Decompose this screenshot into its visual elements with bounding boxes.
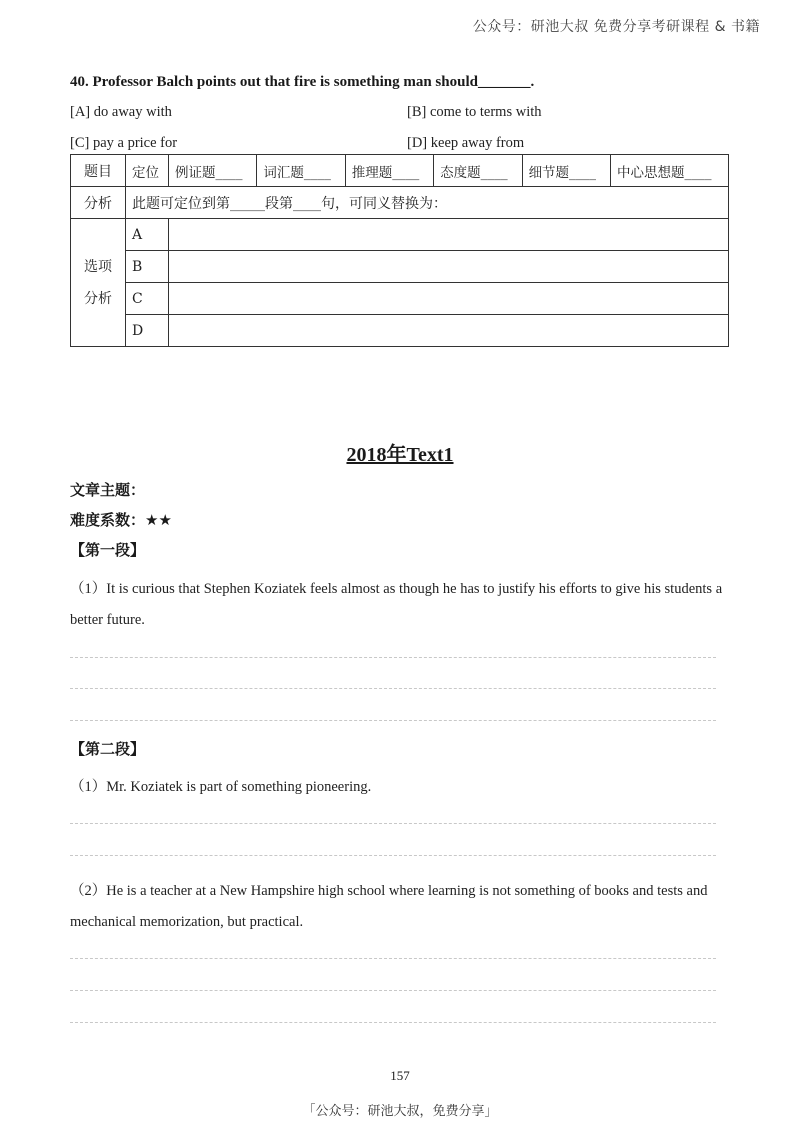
type-detail: 细节题____ bbox=[522, 155, 610, 187]
type-vocabulary: 词汇题____ bbox=[257, 155, 345, 187]
answer-line[interactable] bbox=[70, 657, 716, 658]
option-b: [B] come to terms with bbox=[407, 104, 542, 120]
options-label-line2: 分析 bbox=[84, 290, 112, 307]
analysis-table bbox=[70, 154, 729, 347]
answer-line[interactable] bbox=[70, 990, 716, 991]
paragraph-2-sentence-2: （2）He is a teacher at a New Hampshire high school where learning is not something of books and tests and mechanical memorization, but practical. bbox=[70, 883, 708, 930]
option-answer-c[interactable] bbox=[169, 283, 729, 315]
answer-line[interactable] bbox=[70, 1022, 716, 1023]
type-inference: 推理题____ bbox=[345, 155, 433, 187]
option-letter-d: D bbox=[126, 315, 169, 347]
type-locate: 定位 bbox=[126, 155, 169, 187]
row-label-analysis: 分析 bbox=[71, 187, 126, 219]
table-row-option-a bbox=[71, 219, 729, 251]
table-row-option-c bbox=[71, 283, 729, 315]
paragraph-2-sentence-1: （1）Mr. Koziatek is part of something pioneering. bbox=[70, 779, 372, 795]
table-row-question-type bbox=[71, 155, 729, 187]
paragraph-1-sentence-1: （1）It is curious that Stephen Koziatek feels almost as though he has to justify his efforts to give his students a better future. bbox=[70, 581, 723, 628]
answer-line[interactable] bbox=[70, 720, 716, 721]
type-attitude: 态度题____ bbox=[434, 155, 522, 187]
analysis-text: 此题可定位到第_____段第____句，可同义替换为： bbox=[126, 187, 729, 219]
table-row-option-b bbox=[71, 251, 729, 283]
option-answer-b[interactable] bbox=[169, 251, 729, 283]
question-title: 40. Professor Balch points out that fire is something man should_______. bbox=[70, 74, 535, 90]
table-row-option-d bbox=[71, 315, 729, 347]
article-theme-label: 文章主题： bbox=[70, 481, 146, 499]
option-d: [D] keep away from bbox=[407, 135, 525, 151]
section-2-label: 【第二段】 bbox=[70, 740, 146, 758]
option-a: [A] do away with bbox=[70, 104, 172, 120]
option-answer-d[interactable] bbox=[169, 315, 729, 347]
table-row-analysis bbox=[71, 187, 729, 219]
option-letter-c: C bbox=[126, 283, 169, 315]
article-title: 2018年Text1 bbox=[346, 444, 454, 466]
type-main-idea: 中心思想题____ bbox=[610, 155, 728, 187]
answer-line[interactable] bbox=[70, 855, 716, 856]
page-number: 157 bbox=[390, 1068, 410, 1083]
option-c: [C] pay a price for bbox=[70, 135, 178, 151]
row-label-options bbox=[71, 219, 126, 347]
answer-line[interactable] bbox=[70, 688, 716, 689]
answer-line[interactable] bbox=[70, 958, 716, 959]
type-example: 例证题____ bbox=[169, 155, 257, 187]
option-answer-a[interactable] bbox=[169, 219, 729, 251]
section-1-label: 【第一段】 bbox=[70, 541, 146, 559]
answer-line[interactable] bbox=[70, 823, 716, 824]
header-watermark: 公众号：研池大叔 免费分享考研课程 & 书籍 bbox=[472, 19, 760, 35]
row-label-question: 题目 bbox=[71, 155, 126, 187]
options-label-line1: 选项 bbox=[84, 258, 112, 275]
difficulty-label: 难度系数：★★ bbox=[70, 511, 172, 529]
option-letter-b: B bbox=[126, 251, 169, 283]
footer-watermark: 「公众号：研池大叔，免费分享」 bbox=[302, 1104, 498, 1119]
option-letter-a: A bbox=[126, 219, 169, 251]
